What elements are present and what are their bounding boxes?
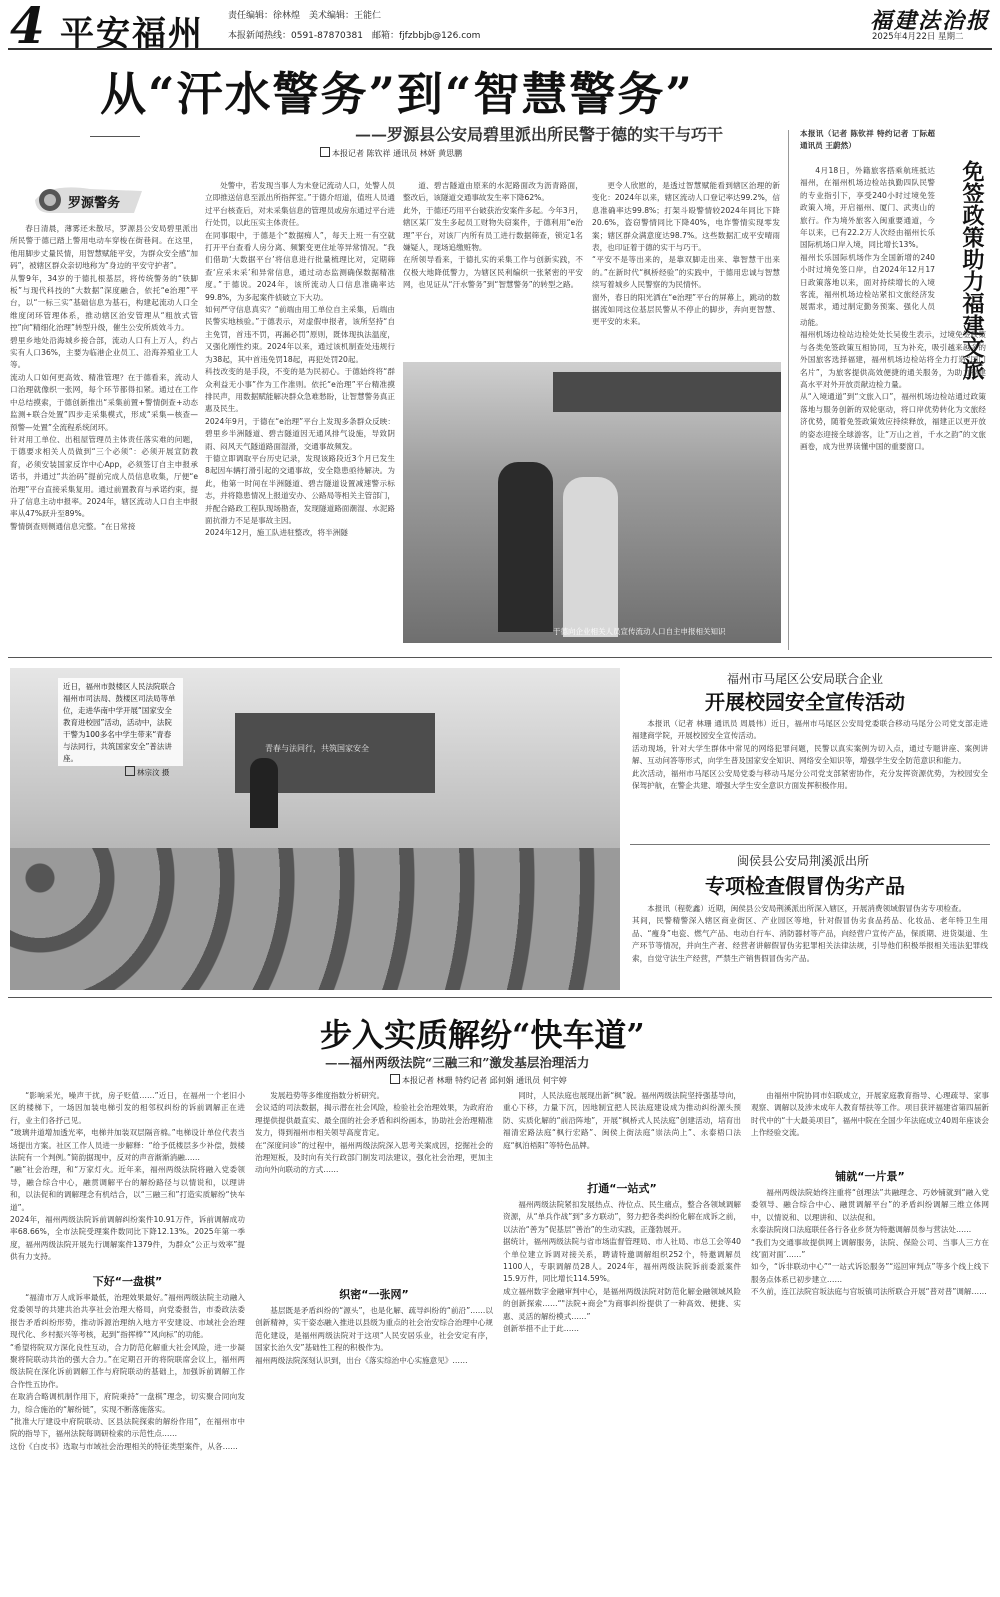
photo-credit: 林宗汶 摄 — [125, 766, 169, 778]
column-logo — [30, 183, 145, 217]
header-rule — [8, 48, 992, 50]
article4-body: 本报讯（程乾鑫）近期，闽侯县公安局荆溪派出所深入辖区，开展消费领域假冒伪劣专项检查。 其间，民警精警深入辖区商业街区、产业园区等地，针对假冒伪劣食品药品、化妆品、老年特卫生用品、“瘦身”电瓷、燃气产品、电动自行车、消防器材等产品，向经营户宣传产品，保质期、进货渠道、生产环节等情况，并向生产者、经营者讲解假冒伪劣犯罪相关法律法规，引导他们积极举报相关违法犯罪线索，自觉守法生产经营，严禁生产销售假冒伪劣产品。 — [632, 904, 988, 963]
article1-column-1: 春日清晨，薄雾还未散尽，罗源县公安局碧里派出所民警于德已踏上警用电动车穿梭在街巷间。在这里，他用脚步丈量民情，用智慧赋能平安，为群众安全感“加码”，被辖区群众亲切地称为“身边的平安守护者”。 从警9年，34岁的于德扎根基层，将传统警务的“铁脚板”与现代科技的“大数据”深度融合，依托“e治理”平台，以“一标三实”基础信息为基石，构建起流动人口全维度闭环管理体系，推动辖区治安管理从“粗放式管控”向“精细化治理”转型升级，催生公安所质效斗力。 碧里乡地处沿海城乡接合部，流动人口有上万人，约占实有人口36%，主要为临港企业员工、沿海养殖业工人等。 流动人口如何更高效、精准管理？在于德看来，流动人口治理就像织一张网，每个环节都得扣紧。通过在工作中总结摸索，于德创新推出“采集前置+警情倒查+动态监测+联合处置”四步走采集模式，形成“采集—核查—预警—处置”全流程系统闭环。 针对用工单位、出租屋管理员主体责任落实难的问题，于德要求相关人员做到“三个必须”：必须开展宣防教育，必须安装国家反诈中心App，必须签订自主申报承诺书，并通过“共治码”提前完成人员信息收集，厅便“e治理”平台直接采集复用。通过前置教育与承诺约束，提升了信息主动申报率。2024年，辖区流动人口自主申报率从47%跃升至89%。 警情倒查则侧通信息完整。“在日常接 — [10, 224, 198, 531]
article1-photo — [403, 362, 781, 643]
article1-byline: 本报记者 陈钦祥 通讯员 林妍 黄思鹏 — [320, 147, 462, 159]
photo-officer — [498, 462, 553, 632]
section-title: 平安福州 — [60, 14, 204, 54]
article5-column-2-bottom: 基层既是矛盾纠纷的“源头”，也是化解、疏导纠纷的“前沿”……以创新精神，实干姿态融入推进以县级为重点的社会治安综合治理中心规范化建设，是福州两级法院对于这项“人民安居乐业，社会安定有序，国家长治久安”基础性工程的积极作为。 福州两级法院深刻认识到，出台《落实综治中心实施意见》…… — [255, 1306, 493, 1365]
article2-byline: 本报讯（记者 陈钦祥 特约记者 丁际超 通讯员 王蔚然） — [800, 129, 935, 151]
speaker-figure — [250, 758, 278, 828]
article1-column-2: 处警中，若发现当事人为未登记流动人口，处警人员立即推送信息至派出所指挥室。”于德介绍道，值班人员通过平台核查后，对未采集信息的管理员或房东通过平台进行处罚，以此压实主体责任。 在同事眼中，于德是个“数据痴人”，每天上班一有空就打开平台查看人房分离、频繁变更住址等异常情况。“我们借助‘大数据平台’将信息进行批量梳理比对，定期筛查‘应采未采’和异常信息，通过动态监测确保数据精准度。”于德说。2024年，该所流动人口信息准确率达99.8%，为多起案件侦破立下大功。 如何严守信息真实？“前端由用工单位自主采集，后端由民警实地核验。”于德表示，对虚假申报者，该所坚持“自主免罚，首违不罚，再漏必罚”原则，既体现执法温度，又强化刚性约束。2024年以来，通过该机制查处违规行为38起，其中首违免罚18起，再犯处罚20起。 科技改变的是手段，不变的是为民初心。于德始终将“群众利益无小事”作为工作准则。依托“e治理”平台精准摸排民声，用数据赋能解决群众急难愁盼，让智慧警务真正惠及民生。 2024年9月，于德在“e治理”平台上发现多条群众反映：碧里乡半洲隧道、碧吉隧道因无通风排气设施，导致阴雨、闷风天气隧道路面湿滑，交通事故频发。 于德立即调取平台历史记录，发现该路段近3个月已发生8起因车辆打滑引起的交通事故，安全隐患亟待解决。为此，他第一时间在半洲隧道、碧吉隧道设置减速警示标志，并将隐患情况上报道安办、公路局等相关主管部门，并配合路政工程队现场勘查，发现隧道路面潮湿、水泥路面抗滑力不足是事故主因。 2024年12月，施工队进驻整改，将半洲隧 — [205, 181, 395, 538]
photo-building-sign — [553, 372, 781, 412]
contact-info: 本报新闻热线：0591-87870381 邮箱：fjfzbbjb@126.com — [228, 31, 481, 41]
article4-kicker: 闽侯县公安局荆溪派出所 — [737, 854, 870, 868]
classroom-photo — [10, 668, 620, 990]
issue-date: 2025年4月22日 星期二 — [872, 32, 964, 42]
article5-col1-subhead: 下好“一盘棋” — [92, 1275, 163, 1288]
article5-column-2-top: 发展趋势等多维度指数分析研究。 会议适的司法数据，揭示潜在社会风险，检验社会治理效果，为政府治理提供提供最直实、最全面的社会矛盾和纠纷画本，协助社会治理精准发力，得到福州市相关领导高度肯定。 在“深度问诊”的过程中，福州两级法院深入思考关案成因，挖掘社会的治理短板，及时向有关行政部门制发司法建议，强化社会治理，更加主动向外向联动的方式…… — [255, 1091, 493, 1175]
article1-subheadline: ——罗源县公安局碧里派出所民警于德的实干与巧干 — [355, 125, 724, 144]
article5-col4-subhead: 铺就“一片景” — [835, 1170, 905, 1183]
article3-headline: 开展校园安全宣传活动 — [705, 690, 905, 714]
byline-box-icon — [320, 147, 330, 157]
article1-photo-caption: 于德向企业相关人员宣传流动人口自主申报相关知识 — [553, 627, 726, 636]
article2-body-top: 4月18日，外籍旅客搭乘航班抵达福州，在福州机场边检站执勤四队民警的专业指引下，享受240小时过境免签政策入境，开启福州、厦门、武夷山的旅行。作为境外旅客入闽重要通道，今年以来，已有22.2万人次经由福州长乐国际机场口岸入境，同比增长13%。 福州长乐国际机场作为全国新增的240小时过境免签口岸，自2024年12月17日政策落地以来，面对持续增长的入境客流，福州机场边检站紧扣文旅经济发展需求，通过制定勤务预案、强化人员 — [800, 166, 935, 312]
article5-column-4-top: 由福州中院协同市妇联成立，开展家庭教育指导、心理疏导、家事观察、调解以及涉未成年人教育帮扶等工作。项目获评福建省第四届新时代中的“十大最美项目”，福州中院在全国少年法庭成立40周年座谈会上作经验交流。 — [751, 1091, 989, 1138]
photo-worker — [563, 477, 618, 637]
article5-column-3-top: 同时，人民法庭也展现出新“枫”貌。福州两级法院坚持强基导向，重心下移，力量下沉，因地制宜把人民法庭建设成为推动纠纷源头预防、实质化解的“前沿阵地”，开展“枫桥式人民法庭”创建活动，培育出福清宏路法庭“枫行宏路”、闽侯上街法庭“崇法尚上”、永泰梧口法庭“枫泊梧阳”等特色品牌。 — [503, 1091, 741, 1150]
article5-column-1-bottom: “福清市万人成诉率最低，治理效果最好。”福州两级法院主动融入党委领导的共建共治共享社会治理大格局，向党委报告，市委政法委报告矛盾纠纷形势，推动诉源治理纳入地方平安建设、市域社会治理现代化、乡村振兴等考核，起到“指挥棒”“风向标”的功能。 “希望将院双方深化良性互动，合力防范化解重大社会风险，进一步凝聚将院联动共治的强大合力。”在定期召开的将院联席会议上，福州两级法院在深化诉前调解工作与府院联动的基础上，加强诉前调解工作合作性五协作。 在取消合略调机制作用下，府院秉持“一盘棋”理念，切实聚合同向发力，综合施治的“解纷链”，实现不断落施落实。 “批准大厅建设中府院联动、区县法院探索的解纷作用”，在福州市中院的指导下，福州法院每调研检索的示范性点…… 这份《白皮书》选取与市域社会治理相关的特征类型案件，从各…… — [10, 1293, 245, 1451]
article2-headline: 免签政策助力福建文旅 — [959, 160, 985, 380]
credit-box-icon — [125, 766, 135, 776]
section-rule-2 — [8, 997, 992, 998]
article1-column-4: 更令人欣慰的，是透过智慧赋能看到辖区治理的新变化：2024年以来，辖区流动人口登记率达99.2%，信息准确率达99.8%；打架斗殴警情较2024年同比下降20.6%，盗窃警情同比下降40%，电诈警情实现零发案；辖区群众满意度达98.7%。这些数据汇成平安晴雨表，也印证着于德的实干与巧干。 “平安不是等出来的，是靠双脚走出来、靠智慧干出来的。”在新时代“枫桥经验”的实践中，于德用忠诚与智慧续写着城乡人民警察的为民情怀。 窗外，春日的阳光洒在“e治理”平台的屏幕上，跳动的数据流如同这位基层民警从不停止的脚步，奔向更智慧、更平安的未来。 — [592, 181, 780, 327]
section-rule — [8, 657, 992, 658]
sub-rule — [90, 136, 140, 137]
article-rule — [630, 844, 990, 845]
column-logo-label: 罗源警务 — [68, 196, 121, 211]
article5-col3-subhead: 打通“一站式” — [587, 1182, 657, 1195]
article5-column-4-bottom: 福州两级法院始终注重将“创理法”共融理念、巧妙铺就到“融入党委领导、融合综合中心、融贯调解平台”的矛盾纠纷调解三维立体网中，以情说和、以理讲和、以法促和。 永泰法院岗口法庭联任各行各业乡贤为特邀调解员参与营法处…… “我们为交通事故提供网上调解服务，法院、保险公司、当事人三方在线‘面对面’……” 如今，“诉非联动中心”“一站式诉讼服务”“巡回审判点”等多个线上线下服务点体系已初步建立…… 不久前，连江法院官坂法庭与官坂镇司法所联合开展“普对普”调解…… — [751, 1188, 989, 1297]
page-header — [0, 0, 1000, 55]
article5-subheadline: ——福州两级法院“三融三和”激发基层治理活力 — [325, 1055, 590, 1070]
byline-box-icon-2 — [390, 1074, 400, 1084]
article5-byline: 本报记者 林珊 特约记者 邱何娟 通讯员 何宇婷 — [390, 1074, 567, 1086]
article3-body: 本报讯（记者 林珊 通讯员 周晨伟）近日，福州市马尾区公安局党委联合移动马尾分公司党支部走进福建商学院，开展校园安全宣传活动。 活动现场，针对大学生群体中常见的网络犯罪问题，民警以真实案例为切入点，通过专题讲座、案例讲解、互动问答等形式，向学生普及国家安全知识、网络安全知识等，增强学生安全防范意识和能力。 此次活动，福州市马尾区公安局党委与移动马尾分公司党支部紧密协作，充分发挥资源优势，为校园安全保驾护航，在警企共建、增强大学生安全意识方面发挥积极作用。 — [632, 719, 988, 791]
article5-headline: 步入实质解纷“快车道” — [320, 1016, 645, 1054]
article5-column-1-top: “影响采光，噪声干扰，房子贬值……”近日，在福州一个老旧小区的楼梯下，一场因加装电梯引发的相邻权纠纷的诉前调解正在进行，业主们各抒己见。 “玻璃井道增加透光率，电梯井加装双层隔音棉。”电梯设计单位代表当场提出方案。社区工作人员进一步解释：“给予低楼层多少补偿，鼓楼法院有一个判例。”简韵据现中，反对的声音渐渐消融…… “融”社会治理，和“万家灯火。近年来，福州两级法院将融入党委领导，融合综合中心，融贯调解平台的解纷路径与以情说和，以理讲和，以法促和的调解理念有机结合，以“三融三和”打造实质解纷“快车道”。 2024年，福州两级法院诉前调解纠纷案件10.91万件，诉前调解成功率68.66%，全市法院受理案件数同比下降12.13%。2025年第一季度，福州两级法院开展先行调解案件1379件，为群众“公正与效率”提供有力支持。 — [10, 1091, 245, 1262]
article4-headline: 专项检查假冒伪劣产品 — [705, 874, 905, 898]
article1-column-3: 道、碧吉隧道由原来的水泥路面改为沥青路面，整改后，该隧道交通事故发生率下降62%。 此外，于德还巧用平台破获治安案件多起。今年3月，辖区某厂发生多起员工财物失窃案件，于德利用“e治理”平台，对该厂内所有员工进行数据筛查，锁定1名嫌疑人，现场追缴赃物。 在所领导看来，于德扎实的采集工作与创新实践，不仅极大地降低警力，为辖区民利编织一张紧密的平安网，也见证从“汗水警务”到“智慧警务”的转型之路。 — [403, 181, 583, 290]
column-divider — [788, 130, 789, 650]
screen-text: 青春与法同行，共筑国家安全 — [265, 744, 369, 753]
page-number: 4 — [10, 0, 45, 55]
article5-col2-subhead: 织密“一张网” — [339, 1288, 409, 1301]
classroom-photo-caption: 近日，福州市鼓楼区人民法院联合福州市司法局、鼓楼区司法局等单位，走进华南中学开展“国家安全教育进校园”活动，活动中，法院干警为100多名中学生带来“青春与法同行，共筑国家安全”普法讲座。 — [58, 678, 183, 766]
editor-info: 责任编辑：徐林煌 美术编辑：王能仁 — [228, 11, 382, 21]
article3-kicker: 福州市马尾区公安局联合企业 — [727, 672, 884, 686]
article1-headline: 从“汗水警务”到“智慧警务” — [100, 67, 694, 121]
article2-body-bottom: 动能。 福州机场边检站边检处处长吴俊生表示，过境免签政策与各类免签政策互相协同，互为补充，吸引越来越多的外国旅客选择福建，福州机场边检站将全力打造“国门名片”，为旅客提供高效便捷的通关服务，为助力福建高水平对外开放贡献边检力量。 从“入境通道”到“文旅入口”，福州机场边检站通过政策落地与服务创新的双轮驱动，将口岸优势转化为文旅经济优势，随着免签政策效应持续释放，福建正以更开放的姿态迎接全球游客，让“万山之首，千水之韵”的文旅画卷，成为世界读懂中国的重要窗口。 — [800, 318, 986, 451]
article5-column-3-bottom: 福州两级法院紧扣发展热点、待位点、民生痛点，整合各领域调解资源，从“单兵作战”到“多方联动”，努力把各类纠纷化解在成诉之前，以法治“善为”促基层“善治”的生动实践，正蓬勃展开。 据统计，福州两级法院与省市场监督管理局、市人社局、市总工会等40个单位建立诉调对接关系，聘请特邀调解组织252个，特邀调解员1100人，专职调解员28人。2024年，福州两级法院诉前委派案件15.9万件，同比增长114.59%。 成立福州数字金融审判中心，是福州两级法院对防范化解金融领域风险的创新探索……“"法院+商会"为商事纠纷提供了一种高效、便捷、实惠、灵活的解纷模式……” 创新举措不止于此…… — [503, 1200, 741, 1334]
student-audience — [10, 848, 620, 990]
newspaper-masthead: 福建法治报 — [870, 8, 991, 34]
